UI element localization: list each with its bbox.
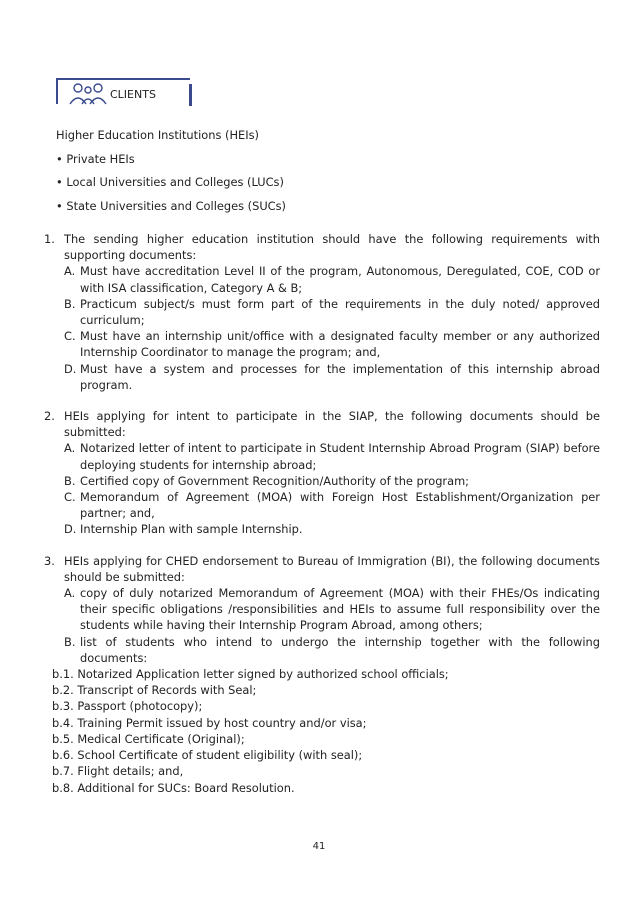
- section-text: HEIs applying for CHED endorsement to Bureau of Immigration (BI), the following documents should be submitted:: [64, 553, 600, 584]
- page-number: 41: [312, 841, 326, 852]
- section-2: [44, 408, 600, 538]
- section-text: HEIs applying for intent to participate in the SIAP, the following documents should be submitted:: [64, 409, 600, 440]
- item-text: Notarized letter of intent to participate in Student Internship Abroad Program (SIAP) before deploying students for internship abroad;: [80, 441, 600, 472]
- clients-badge: [56, 78, 190, 104]
- requirements-sections: [44, 231, 600, 811]
- item-text: copy of duly notarized Memorandum of Agreement (MOA) with their FHEs/Os indicating their specific obligations /responsibilities and HEIs to assume full responsibility over the students while having their Internship Program Abroad, among others;: [80, 586, 600, 633]
- list-item: b.8. Additional for SUCs: Board Resolution.: [52, 780, 295, 795]
- list-item: b.7. Flight details; and,: [52, 764, 184, 779]
- item-text: list of students who intend to undergo the internship together with the following documents:: [80, 634, 600, 665]
- item-text: Practicum subject/s must form part of the requirements in the duly noted/ approved curriculum;: [80, 296, 600, 328]
- item-letter: A.: [64, 586, 76, 601]
- section-text: The sending higher education institution should have the following requirements with supporting documents:: [64, 232, 600, 263]
- section-number: 3.: [44, 553, 55, 568]
- item-letter: C.: [64, 490, 76, 505]
- item-letter: C.: [64, 329, 76, 344]
- list-item: b.1. Notarized Application letter signed by authorized school officials;: [52, 667, 449, 682]
- list-item: b.3. Passport (photocopy);: [52, 699, 203, 714]
- list-item: • Local Universities and Colleges (LUCs): [56, 175, 284, 189]
- section-number: 1.: [44, 232, 55, 246]
- item-letter: B.: [64, 296, 76, 311]
- item-text: Memorandum of Agreement (MOA) with Foreign Host Establishment/Organization per partner; and,: [80, 490, 600, 521]
- list-item: b.4. Training Permit issued by host country and/or visa;: [52, 715, 367, 730]
- item-letter: D.: [64, 361, 77, 376]
- item-text: Internship Plan with sample Internship.: [80, 522, 303, 537]
- section-3: [44, 553, 600, 796]
- section-1: [44, 231, 600, 393]
- item-letter: A.: [64, 264, 76, 279]
- item-letter: B.: [64, 634, 76, 649]
- list-item: • State Universities and Colleges (SUCs): [56, 198, 287, 213]
- item-text: Must have an internship unit/office with a designated faculty member or any authorized Internship Coordinator to manage the program; and,: [80, 329, 600, 360]
- people-icon: [66, 82, 110, 106]
- badge-label: CLIENTS: [110, 88, 156, 101]
- clients-heading: Higher Education Institutions (HEIs): [56, 128, 259, 142]
- section-number: 2.: [44, 409, 55, 424]
- item-text: Certified copy of Government Recognition/Authority of the program;: [80, 473, 470, 488]
- item-text: Must have accreditation Level II of the program, Autonomous, Deregulated, COE, COD or with ISA classification, Category A & B;: [80, 264, 600, 295]
- list-item: b.2. Transcript of Records with Seal;: [52, 683, 257, 698]
- item-text: Must have a system and processes for the implementation of this internship abroad program.: [80, 361, 600, 392]
- item-letter: D.: [64, 522, 77, 537]
- item-letter: B.: [64, 473, 76, 488]
- list-item: • Private HEIs: [56, 151, 135, 166]
- list-item: b.6. School Certificate of student eligibility (with seal);: [52, 748, 363, 763]
- list-item: b.5. Medical Certificate (Original);: [52, 731, 245, 746]
- item-letter: A.: [64, 441, 76, 456]
- clients-list: [56, 128, 616, 222]
